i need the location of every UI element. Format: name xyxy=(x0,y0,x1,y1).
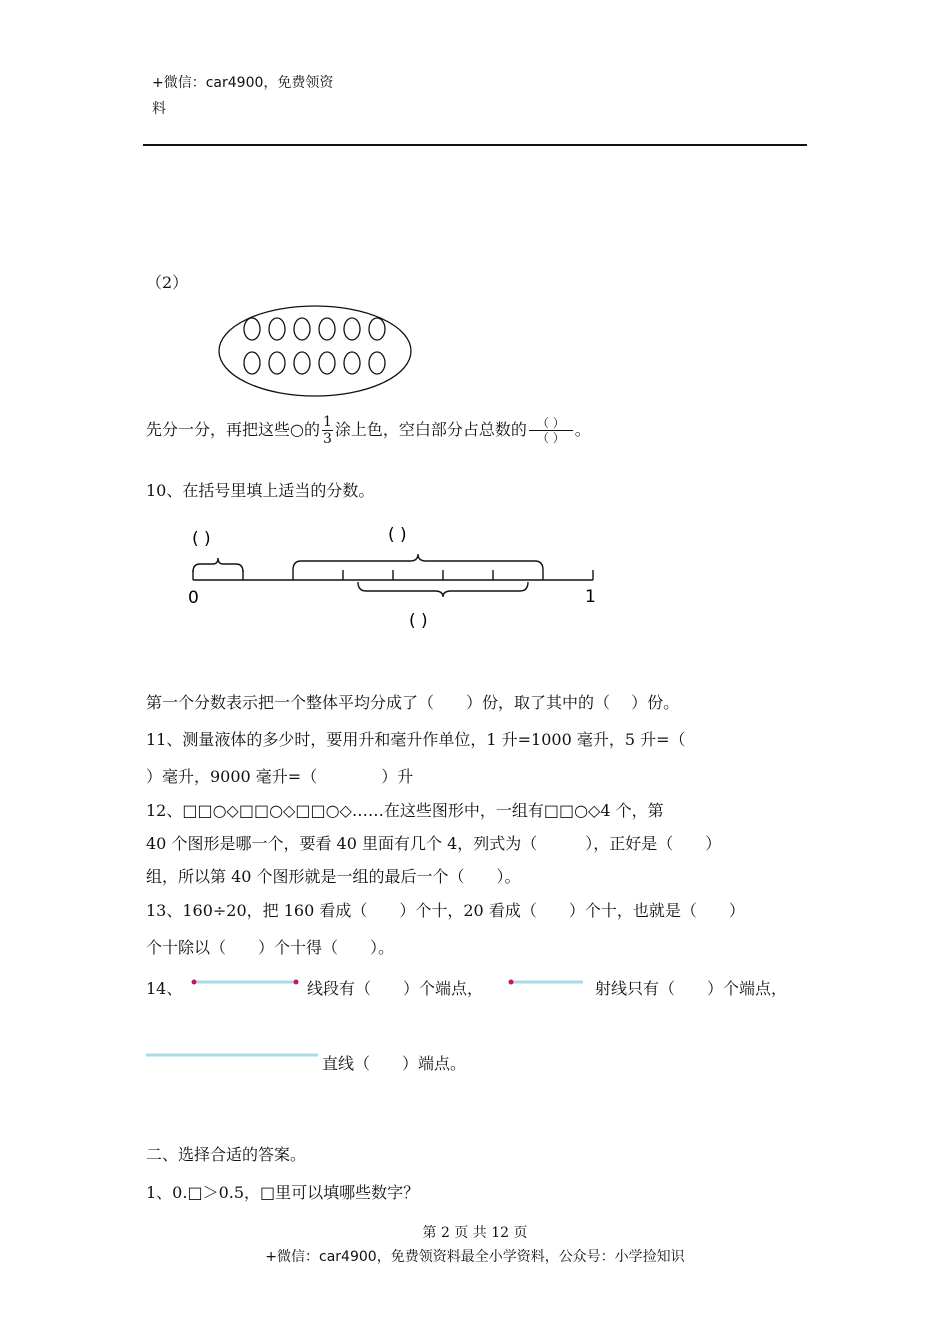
q10-sentence: 第一个分数表示把一个整体平均分成了（ ）份，取了其中的（ ）份。 xyxy=(146,693,680,712)
q9-text-end: 。 xyxy=(574,420,591,439)
small-circle xyxy=(369,318,385,340)
header-rule xyxy=(143,144,807,146)
small-circle xyxy=(269,352,285,374)
q14-ray-text: 射线只有（ ）个端点， xyxy=(595,979,788,998)
small-circle xyxy=(319,318,335,340)
tick-label-one: 1 xyxy=(585,587,596,607)
blank-denominator: （ ） xyxy=(536,431,565,445)
q11-line-2: ）毫升，9000 毫升=（ ）升 xyxy=(146,767,414,786)
blank-numerator: （ ） xyxy=(529,417,573,431)
straight-line-figure xyxy=(144,1048,320,1062)
q9-text-mid: 涂上色，空白部分占总数的 xyxy=(334,420,527,439)
segment-endpoint xyxy=(294,980,299,985)
q12-line-3: 组，所以第 40 个图形就是一组的最后一个（ ）。 xyxy=(146,867,521,886)
q14-segment-text: 线段有（ ）个端点， xyxy=(307,979,484,998)
small-circle xyxy=(344,352,360,374)
header-note xyxy=(152,70,372,122)
q12-line-2: 40 个图形是哪一个，要看 40 里面有几个 4，列式为（ ），正好是（ ） xyxy=(146,834,722,853)
small-circle xyxy=(319,352,335,374)
left-brace xyxy=(193,558,243,572)
footer-promo: +微信：car4900，免费领资料最全小学资料，公众号：小学捡知识 xyxy=(265,1249,685,1265)
fraction-denominator: 3 xyxy=(322,431,332,447)
ellipse-of-circles-figure xyxy=(218,305,418,397)
q14-number: 14、 xyxy=(146,979,183,998)
q9-text-before: 先分一分，再把这些○的 xyxy=(146,420,320,439)
q9-part-label: （2） xyxy=(146,273,189,292)
number-line-figure xyxy=(180,520,620,635)
small-circle xyxy=(369,352,385,374)
section-2-question-1: 1、0.□＞0.5，□里可以填哪些数字？ xyxy=(146,1183,420,1202)
fraction-numerator: 1 xyxy=(322,414,332,430)
ray-endpoint xyxy=(509,980,514,985)
q9-instruction xyxy=(146,415,591,446)
answer-fraction-blank xyxy=(529,417,573,444)
bottom-brace xyxy=(358,582,528,597)
page-number: 第 2 页 共 12 页 xyxy=(422,1225,528,1241)
one-third-fraction xyxy=(322,415,333,446)
small-circle xyxy=(294,352,310,374)
section-2-title: 二、选择合适的答案。 xyxy=(146,1145,307,1164)
header-line-1: +微信：car4900，免费领资 xyxy=(152,75,334,91)
tick-label-zero: 0 xyxy=(188,588,199,608)
small-circle xyxy=(269,318,285,340)
q13-line-2: 个十除以（ ）个十得（ ）。 xyxy=(146,938,395,957)
top-brace-label: ( ) xyxy=(388,525,407,545)
q12-line-1: 12、□□○◇□□○◇□□○◇……在这些图形中，一组有□□○◇4 个，第 xyxy=(146,801,664,820)
q11-line-1: 11、测量液体的多少时，要用升和毫升作单位，1 升=1000 毫升，5 升=（ xyxy=(146,730,686,749)
small-circle xyxy=(244,318,260,340)
q10-title: 10、在括号里填上适当的分数。 xyxy=(146,481,375,500)
small-circle xyxy=(244,352,260,374)
small-circle xyxy=(344,318,360,340)
small-circle xyxy=(294,318,310,340)
small-circles xyxy=(244,318,385,374)
bottom-brace-label: ( ) xyxy=(409,611,428,631)
left-brace-label: ( ) xyxy=(192,529,211,549)
segment-endpoint xyxy=(192,980,197,985)
q14-line-text: 直线（ ）端点。 xyxy=(322,1054,467,1073)
header-line-2: 料 xyxy=(152,101,166,117)
top-brace xyxy=(293,554,543,570)
ray-figure xyxy=(505,974,587,990)
line-segment-figure xyxy=(188,974,304,990)
q13-line-1: 13、160÷20，把 160 看成（ ）个十，20 看成（ ）个十，也就是（ ） xyxy=(146,901,745,920)
